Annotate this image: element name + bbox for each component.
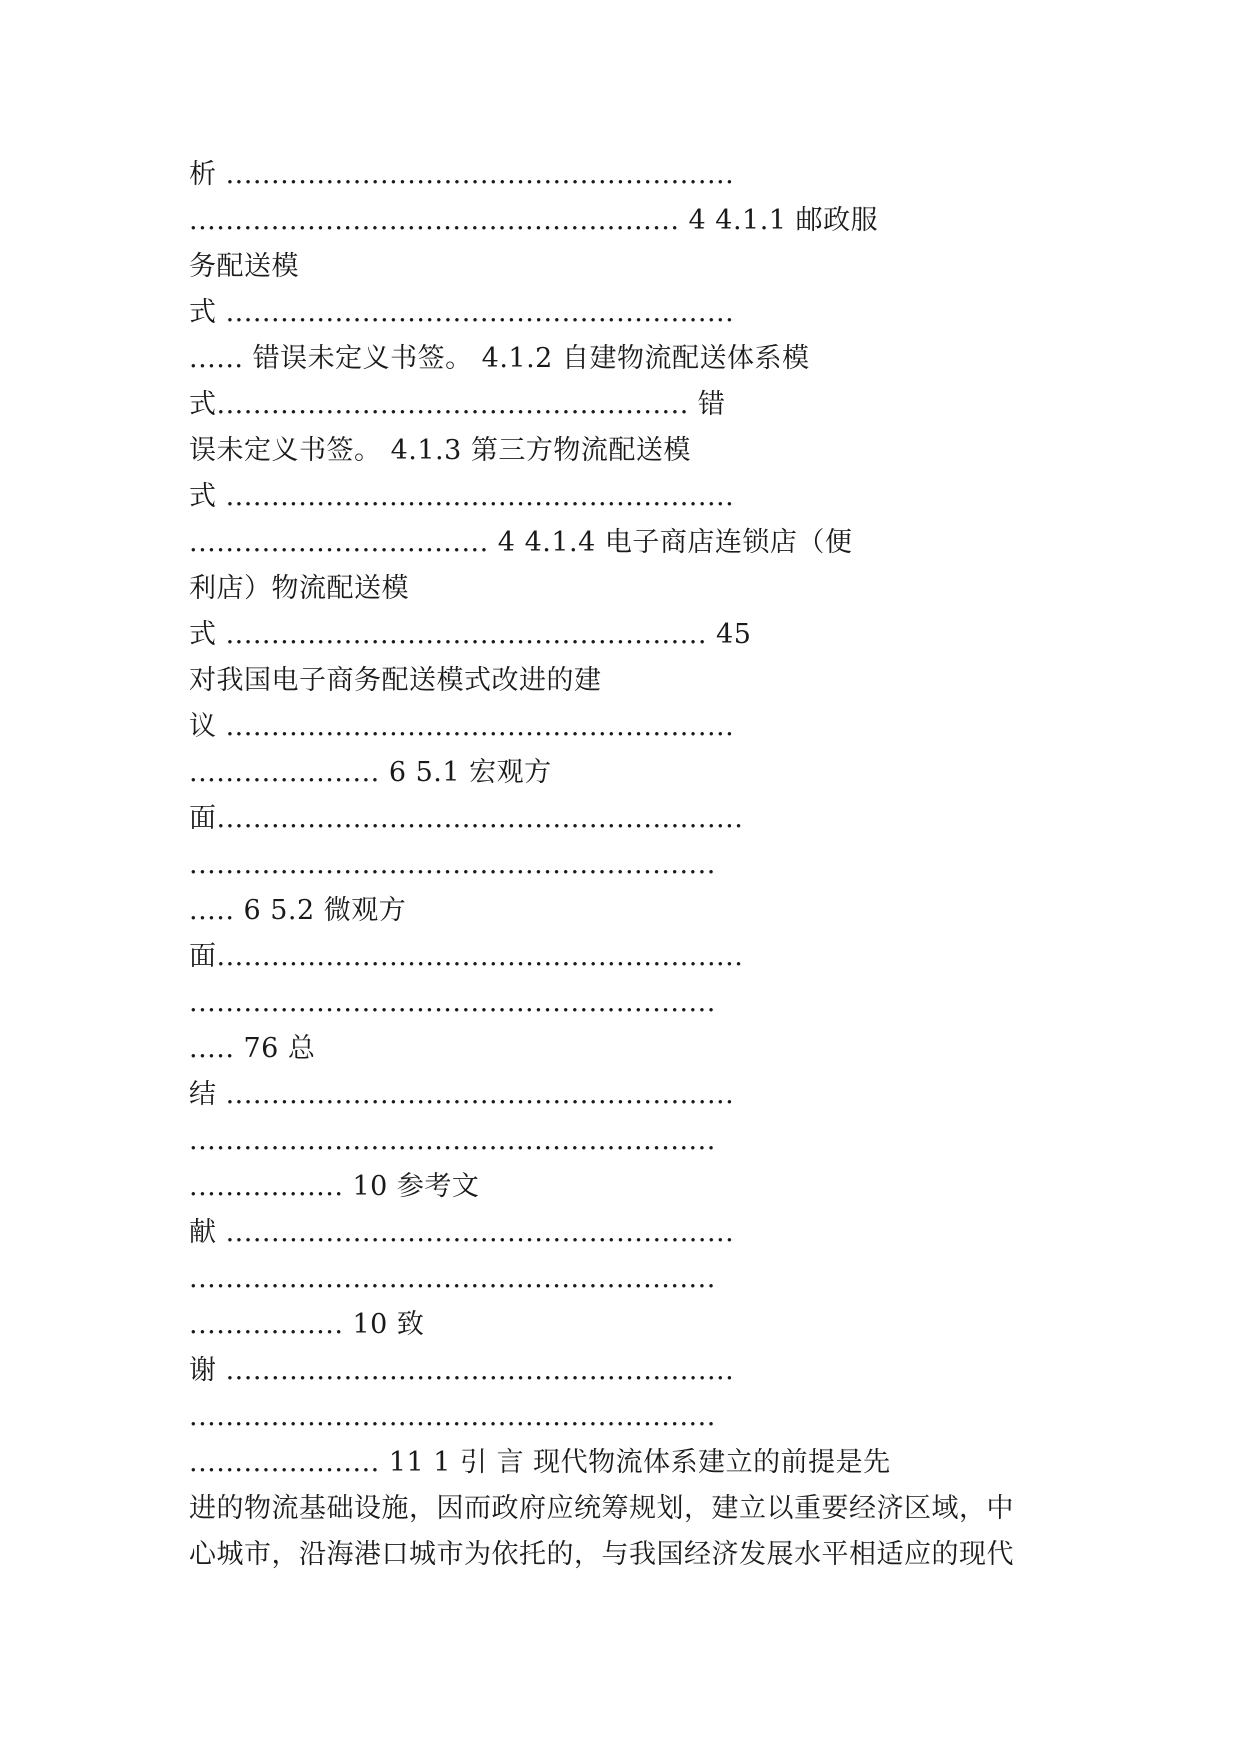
text-line: 务配送模: [189, 251, 299, 282]
toc-text-block: [189, 152, 1069, 1578]
text-line: 面..........................................................: [189, 803, 744, 834]
text-line: 式.................................................... 错: [189, 389, 726, 420]
text-line: 误未定义书签。 4.1.3 第三方物流配送模: [189, 435, 691, 466]
text-line: ...... 错误未定义书签。 4.1.2 自建物流配送体系模: [189, 343, 810, 374]
text-line: ..........................................................: [189, 1125, 716, 1156]
text-line: 结 ........................................................: [189, 1079, 735, 1110]
text-line: ...................................................... 4 4.1.1 邮政服: [189, 205, 879, 236]
text-line: ................................. 4 4.1.4 电子商店连锁店（便: [189, 527, 853, 558]
text-line: ..........................................................: [189, 1263, 716, 1294]
text-line: ..... 76 总: [189, 1033, 316, 1064]
text-line: 献 ........................................................: [189, 1217, 735, 1248]
text-line: 进的物流基础设施，因而政府应统筹规划，建立以重要经济区域，中: [189, 1493, 1014, 1524]
text-line: 析 ........................................................: [189, 159, 735, 190]
text-line: ..................... 6 5.1 宏观方: [189, 757, 552, 788]
text-line: 心城市，沿海港口城市为依托的，与我国经济发展水平相适应的现代: [189, 1539, 1014, 1570]
text-line: 议 ........................................................: [189, 711, 735, 742]
text-line: 式 ........................................................: [189, 481, 735, 512]
text-line: 式 ..................................................... 45: [189, 619, 752, 650]
text-line: ..... 6 5.2 微观方: [189, 895, 407, 926]
text-line: ..................... 11 1 引 言 现代物流体系建立的前提是先: [189, 1447, 891, 1478]
text-line: 对我国电子商务配送模式改进的建: [189, 665, 602, 696]
text-line: 谢 ........................................................: [189, 1355, 735, 1386]
text-line: ................. 10 参考文: [189, 1171, 480, 1202]
text-line: 利店）物流配送模: [189, 573, 409, 604]
text-line: ..........................................................: [189, 1401, 716, 1432]
text-line: ..........................................................: [189, 849, 716, 880]
text-line: ..........................................................: [189, 987, 716, 1018]
text-line: 面..........................................................: [189, 941, 744, 972]
text-line: ................. 10 致: [189, 1309, 425, 1340]
text-line: 式 ........................................................: [189, 297, 735, 328]
